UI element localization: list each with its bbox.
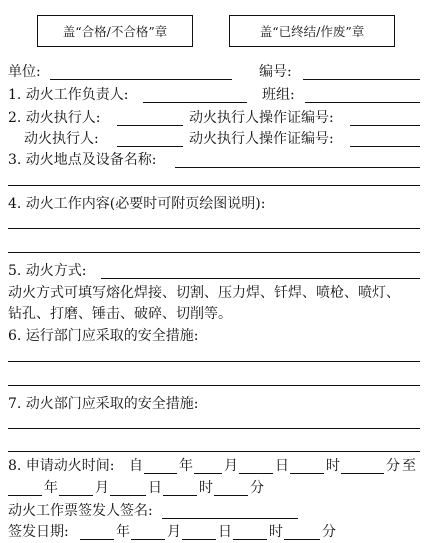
item1-label: 1. 动火工作负责人: [8, 87, 129, 103]
stamp-qualified-box [37, 15, 193, 47]
operation-measures-line-1[interactable] [8, 361, 420, 362]
item5-label: 5. 动火方式: [8, 263, 87, 279]
issue-month-field[interactable] [131, 539, 165, 540]
issue-year-label: 年 [116, 524, 130, 540]
item6-label: 6. 运行部门应采取的安全措施: [8, 328, 199, 344]
stamp-closed-void-box [229, 15, 395, 47]
issue-day-label: 日 [218, 524, 232, 540]
method-note-line-2: 钻孔、打磨、锤击、破碎、切削等。 [8, 306, 232, 322]
to-month-field[interactable] [59, 495, 93, 496]
cert-number-2-field[interactable] [350, 146, 420, 147]
issue-date-label: 签发日期: [8, 524, 69, 540]
from-hour-label: 时 [326, 458, 340, 474]
to-minute-label: 分 [250, 480, 264, 496]
from-label: 自 [129, 458, 143, 474]
item4-label: 4. 动火工作内容(必要时可附页绘图说明): [8, 196, 266, 212]
work-content-line-2[interactable] [8, 252, 420, 253]
number-field[interactable] [303, 79, 420, 80]
method-note-line-1: 动火方式可填写熔化焊接、切割、压力焊、钎焊、喷枪、喷灯、 [8, 285, 400, 301]
from-day-field[interactable] [239, 473, 273, 474]
unit-label: 单位: [8, 64, 41, 80]
to-year-label: 年 [44, 480, 58, 496]
location-field[interactable] [175, 167, 420, 168]
from-year-field[interactable] [144, 473, 177, 474]
operation-measures-line-2[interactable] [8, 385, 420, 386]
item3-label: 3. 动火地点及设备名称: [8, 152, 157, 168]
issue-hour-label: 时 [269, 524, 283, 540]
to-day-field[interactable] [110, 495, 146, 496]
fire-dept-measures-line-2[interactable] [8, 451, 420, 452]
signer-signature-field[interactable] [162, 518, 298, 519]
issue-year-field[interactable] [80, 539, 114, 540]
work-content-line-1[interactable] [8, 228, 420, 229]
executor-2-field[interactable] [117, 146, 183, 147]
issue-minute-label: 分 [322, 524, 336, 540]
item7-label: 7. 动火部门应采取的安全措施: [8, 396, 199, 412]
from-minute-field[interactable] [341, 473, 384, 474]
issue-day-field[interactable] [182, 539, 216, 540]
from-year-label: 年 [179, 458, 193, 474]
item8-label: 8. 申请动火时间: [8, 458, 115, 474]
from-day-label: 日 [275, 458, 289, 474]
to-hour-label: 时 [199, 480, 213, 496]
to-label: 至 [402, 458, 416, 474]
signer-label: 动火工作票签发人签名: [8, 503, 153, 519]
to-year-field[interactable] [8, 495, 42, 496]
cert-label-2: 动火执行人操作证编号: [189, 131, 334, 147]
issue-minute-field[interactable] [284, 539, 320, 540]
issue-month-label: 月 [167, 524, 181, 540]
cert-number-1-field[interactable] [350, 125, 420, 126]
to-day-label: 日 [148, 480, 162, 496]
fire-dept-measures-line-1[interactable] [8, 428, 420, 429]
issue-hour-field[interactable] [233, 539, 267, 540]
stamp-qualified-label: 盖“合格/不合格”章 [62, 24, 168, 39]
fire-method-field[interactable] [101, 278, 420, 279]
from-minute-label: 分 [386, 458, 400, 474]
to-month-label: 月 [95, 480, 109, 496]
stamp-closed-void-label: 盖“已终结/作废”章 [259, 24, 365, 39]
from-hour-field[interactable] [290, 473, 324, 474]
cert-label-1: 动火执行人操作证编号: [189, 110, 334, 126]
location-field-line-2[interactable] [8, 185, 420, 186]
team-label: 班组: [262, 87, 295, 103]
from-month-field[interactable] [194, 473, 222, 474]
number-label: 编号: [259, 64, 292, 80]
executor-label-2: 动火执行人: [24, 131, 99, 147]
item2-label: 2. 动火执行人: [8, 110, 101, 126]
to-minute-field[interactable] [214, 495, 248, 496]
unit-field[interactable] [50, 79, 232, 80]
work-leader-field[interactable] [143, 102, 247, 103]
team-field[interactable] [305, 102, 420, 103]
executor-1-field[interactable] [117, 125, 183, 126]
to-hour-field[interactable] [163, 495, 197, 496]
from-month-label: 月 [224, 458, 238, 474]
